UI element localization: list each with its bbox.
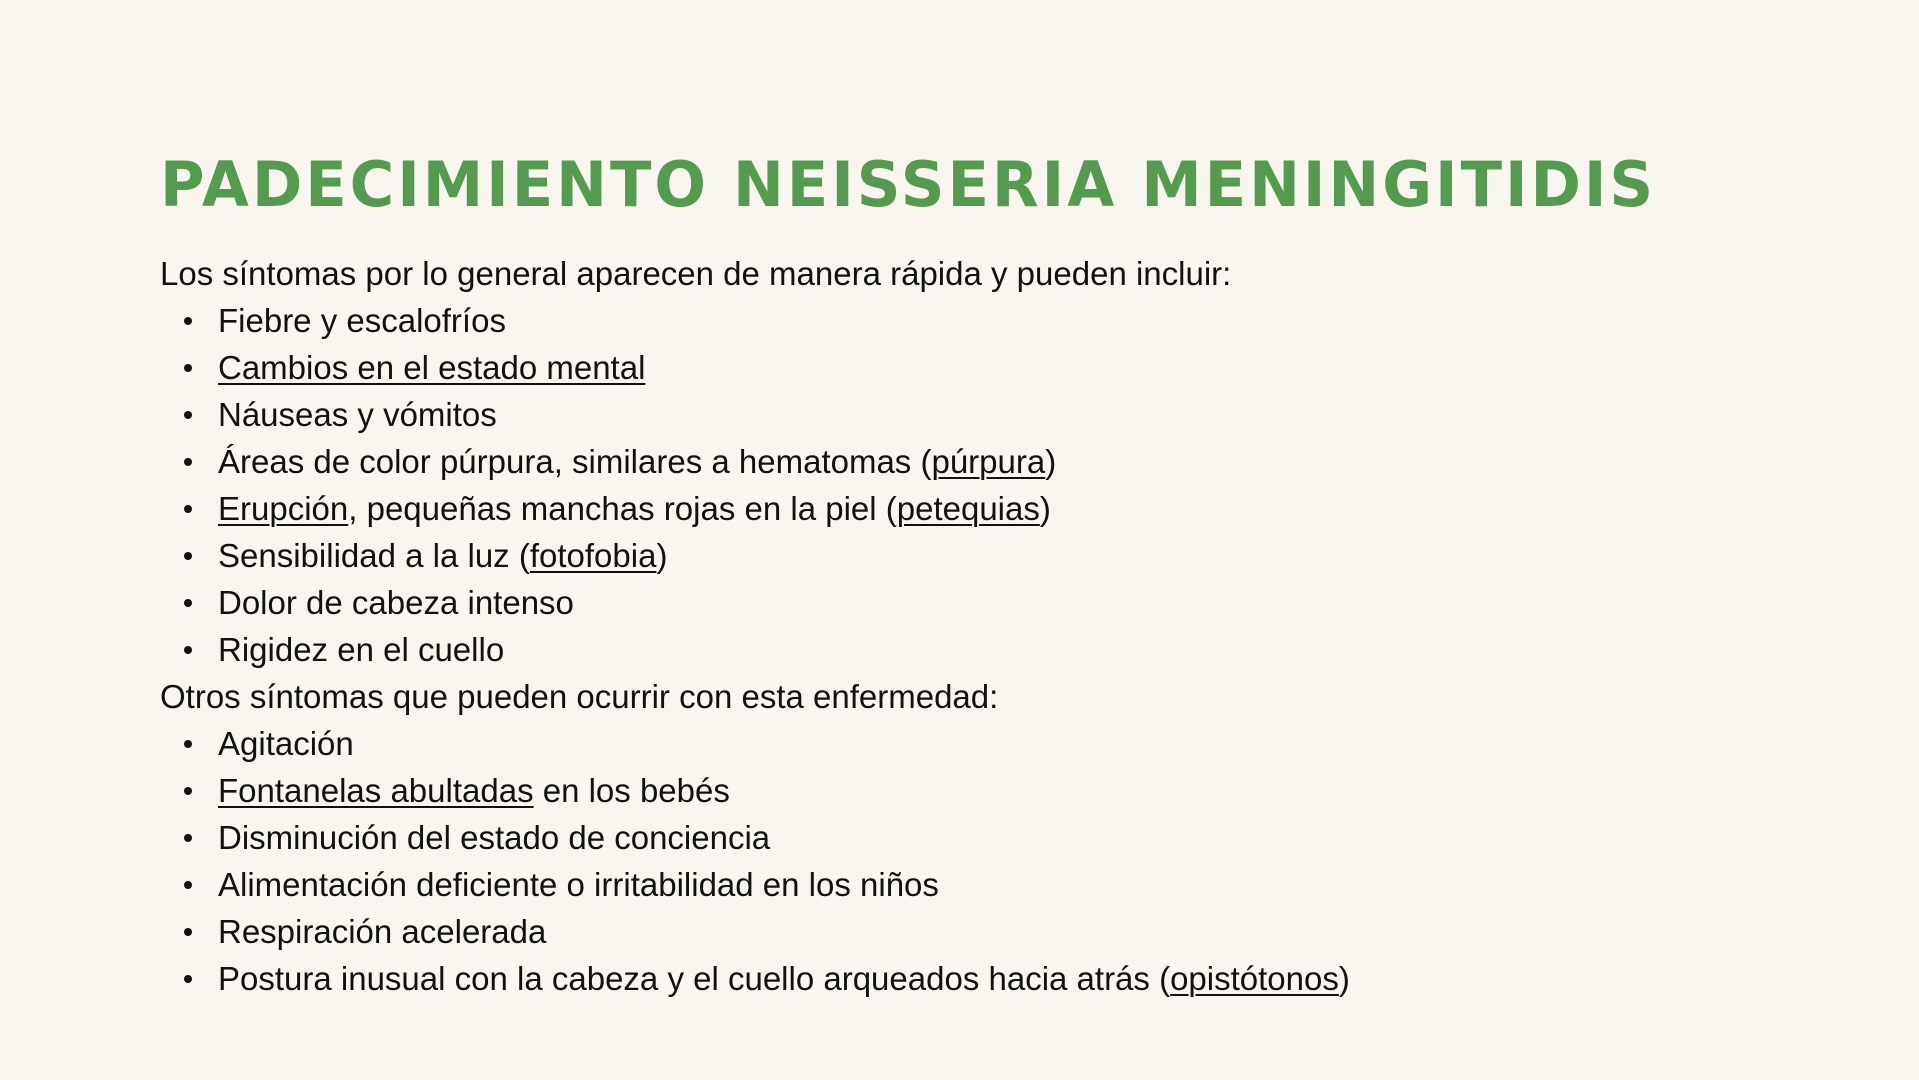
bullet-icon bbox=[184, 458, 192, 466]
bullet-icon bbox=[184, 834, 192, 842]
link-fontanelas-abultadas[interactable]: Fontanelas abultadas bbox=[218, 772, 534, 809]
section-intro-other-symptoms: Otros síntomas que pueden ocurrir con esta enfermedad: bbox=[160, 678, 999, 715]
symptom-list bbox=[160, 297, 1350, 673]
bullet-icon bbox=[184, 787, 192, 795]
link-fotofobia[interactable]: fotofobia bbox=[529, 537, 657, 574]
link-cambios-estado-mental[interactable]: Cambios en el estado mental bbox=[218, 349, 646, 386]
bullet-icon bbox=[184, 364, 192, 372]
bullet-icon bbox=[184, 881, 192, 889]
list-item: Náuseas y vómitos bbox=[160, 391, 1350, 438]
list-item: Postura inusual con la cabeza y el cuello arqueados hacia atrás (opistótonos) bbox=[160, 955, 1350, 1002]
bullet-icon bbox=[184, 646, 192, 654]
list-item: Dolor de cabeza intenso bbox=[160, 579, 1350, 626]
link-opistotonos[interactable]: opistótonos bbox=[1170, 960, 1339, 997]
list-item: Respiración acelerada bbox=[160, 908, 1350, 955]
link-petequias[interactable]: petequias bbox=[896, 490, 1040, 527]
list-item: Erupción, pequeñas manchas rojas en la piel (petequias) bbox=[160, 485, 1350, 532]
list-item: Disminución del estado de conciencia bbox=[160, 814, 1350, 861]
list-item: Áreas de color púrpura, similares a hematomas (púrpura) bbox=[160, 438, 1350, 485]
bullet-icon bbox=[184, 928, 192, 936]
bullet-icon bbox=[184, 740, 192, 748]
bullet-icon bbox=[184, 317, 192, 325]
page-title: PADECIMIENTO NEISSERIA MENINGITIDIS bbox=[160, 148, 1657, 221]
slide-body bbox=[160, 250, 1350, 1002]
bullet-icon bbox=[184, 975, 192, 983]
bullet-icon bbox=[184, 505, 192, 513]
list-item: Fontanelas abultadas en los bebés bbox=[160, 767, 1350, 814]
other-symptom-list bbox=[160, 720, 1350, 1002]
list-item bbox=[160, 344, 1350, 391]
link-purpura[interactable]: púrpura bbox=[931, 443, 1046, 480]
link-erupcion[interactable]: Erupción bbox=[218, 490, 349, 527]
list-item: Sensibilidad a la luz (fotofobia) bbox=[160, 532, 1350, 579]
bullet-icon bbox=[184, 411, 192, 419]
section-intro-symptoms: Los síntomas por lo general aparecen de manera rápida y pueden incluir: bbox=[160, 255, 1232, 292]
list-item: Rigidez en el cuello bbox=[160, 626, 1350, 673]
list-item: Fiebre y escalofríos bbox=[160, 297, 1350, 344]
list-item: Alimentación deficiente o irritabilidad en los niños bbox=[160, 861, 1350, 908]
bullet-icon bbox=[184, 552, 192, 560]
list-item: Agitación bbox=[160, 720, 1350, 767]
bullet-icon bbox=[184, 599, 192, 607]
